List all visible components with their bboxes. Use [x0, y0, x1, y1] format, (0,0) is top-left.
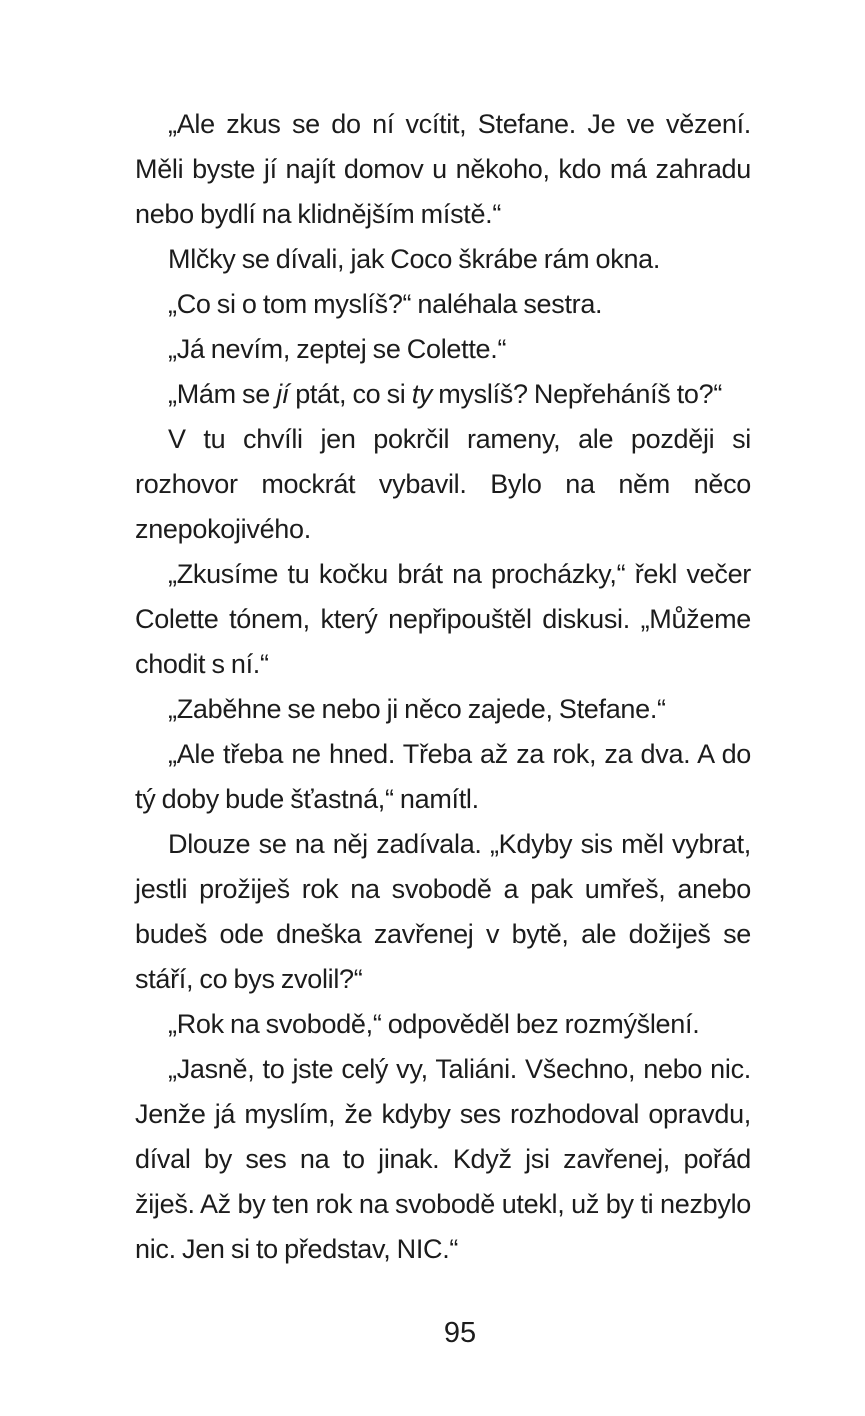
text-run: „Zkusíme tu kočku brát na procházky,“ řekl večer Colette tónem, který nepřipouštěl diskusi. „Můžeme chodit s ní.“	[135, 559, 751, 679]
text-run: Dlouze se na něj zadívala. „Kdyby sis měl vybrat, jestli prožiješ rok na svobodě a pak umřeš, anebo budeš ode dneška zavřenej v bytě, ale dožiješ se stáří, co bys zvolil?“	[135, 829, 751, 994]
paragraph	[135, 732, 751, 822]
paragraph	[135, 1002, 751, 1047]
paragraph	[135, 1047, 751, 1272]
paragraph	[135, 237, 751, 282]
text-run: „Mám se	[168, 379, 277, 409]
paragraph	[135, 822, 751, 1002]
text-run: myslíš? Nepřeháníš to?“	[432, 379, 723, 409]
text-run: „Já nevím, zeptej se Colette.“	[168, 334, 507, 364]
italic-text-run: jí	[276, 379, 290, 409]
text-run: „Rok na svobodě,“ odpověděl bez rozmýšlení.	[168, 1009, 700, 1039]
text-run: „Ale zkus se do ní vcítit, Stefane. Je ve vězení. Měli byste jí najít domov u někoho, kdo má zahradu nebo bydlí na klidnějším místě.“	[135, 109, 751, 229]
text-run: ptát, co si	[289, 379, 412, 409]
page-number: 95	[443, 1317, 477, 1349]
text-run: „Ale třeba ne hned. Třeba až za rok, za dva. A do tý doby bude šťastná,“ namítl.	[135, 739, 751, 814]
text-run: „Co si o tom myslíš?“ naléhala sestra.	[168, 289, 603, 319]
paragraph	[135, 327, 751, 372]
paragraph	[135, 687, 751, 732]
paragraph	[135, 417, 751, 552]
text-run: Mlčky se dívali, jak Coco škrábe rám okna.	[168, 244, 661, 274]
paragraph	[135, 102, 751, 237]
paragraphs-container	[135, 102, 751, 1272]
text-run: „Jasně, to jste celý vy, Taliáni. Všechno, nebo nic. Jenže já myslím, že kdyby ses rozhodoval opravdu, díval by ses na to jinak. Když jsi zavřenej, pořád žiješ. Až by ten rok na svobodě utekl, už by ti nezbylo nic. Jen si to představ, NIC.“	[135, 1054, 751, 1264]
text-run: V tu chvíli jen pokrčil rameny, ale později si rozhovor mockrát vybavil. Bylo na něm něco znepokojivého.	[135, 424, 751, 544]
paragraph	[135, 372, 751, 417]
paragraph	[135, 552, 751, 687]
text-run: „Zaběhne se nebo ji něco zajede, Stefane.“	[168, 694, 666, 724]
italic-text-run: ty	[411, 379, 433, 409]
paragraph	[135, 282, 751, 327]
